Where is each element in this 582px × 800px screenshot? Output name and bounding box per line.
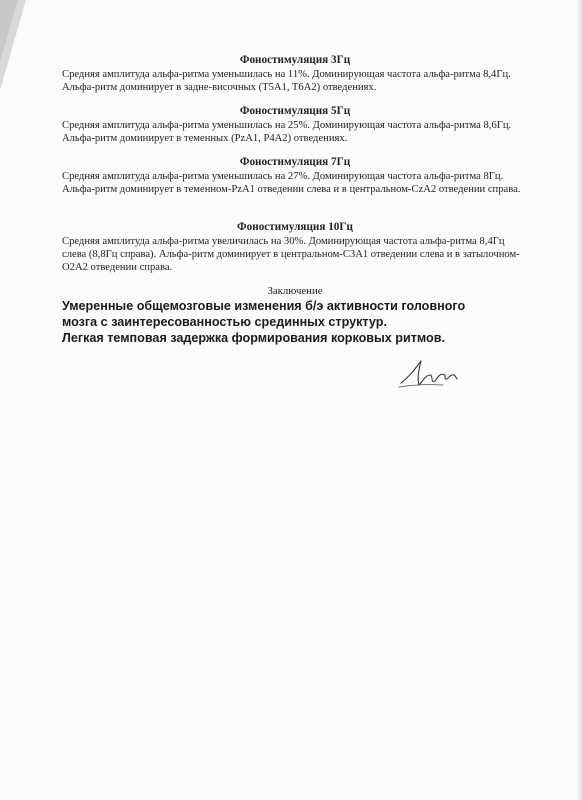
section-phonostimulation-5hz [62, 105, 528, 145]
conclusion-title: Заключение [267, 285, 323, 297]
section-title: Фоностимуляция 5Гц [239, 105, 351, 117]
conclusion-line: мозга с заинтересованностью срединных структур. [62, 315, 387, 329]
section-text: Средняя амплитуда альфа-ритма уменьшилась на 11%. Доминирующая частота альфа-ритма 8,4Гц. Альфа-ритм доминирует в задне-височных (T5A1, T6A2) отведениях. [62, 69, 511, 93]
section-text: Средняя амплитуда альфа-ритма увеличилась на 30%. Доминирующая частота альфа-ритма 8,4Гц слева (8,8Гц справа). Альфа-ритм доминирует в центральном-C3A1 отведении слева и в затылочном-O2A2 отведении справа. [62, 236, 520, 273]
section-title: Фоностимуляция 7Гц [239, 156, 351, 168]
section-text: Средняя амплитуда альфа-ритма уменьшилась на 27%. Доминирующая частота альфа-ритма 8Гц. Альфа-ритм доминирует в теменном-PzA1 отведении слева и в центральном-CzA2 отведении справа. [62, 171, 521, 195]
section-text: Средняя амплитуда альфа-ритма уменьшилась на 25%. Доминирующая частота альфа-ритма 8,6Гц. Альфа-ритм доминирует в теменных (PzA1, P4A2) отведениях. [62, 120, 512, 144]
handwritten-signature [395, 355, 465, 395]
scan-edge-shadow [578, 0, 582, 800]
section-phonostimulation-3hz [62, 54, 528, 94]
conclusion-body [62, 298, 482, 346]
section-title: Фоностимуляция 3Гц [239, 54, 351, 66]
scan-corner-fold [0, 0, 26, 90]
section-phonostimulation-10hz [62, 221, 528, 274]
section-phonostimulation-7hz [62, 156, 528, 196]
conclusion-line: Легкая темповая задержка формирования корковых ритмов. [62, 331, 445, 345]
conclusion-line: Умеренные общемозговые изменения б/э активности головного [62, 299, 466, 313]
section-title: Фоностимуляция 10Гц [237, 221, 353, 233]
